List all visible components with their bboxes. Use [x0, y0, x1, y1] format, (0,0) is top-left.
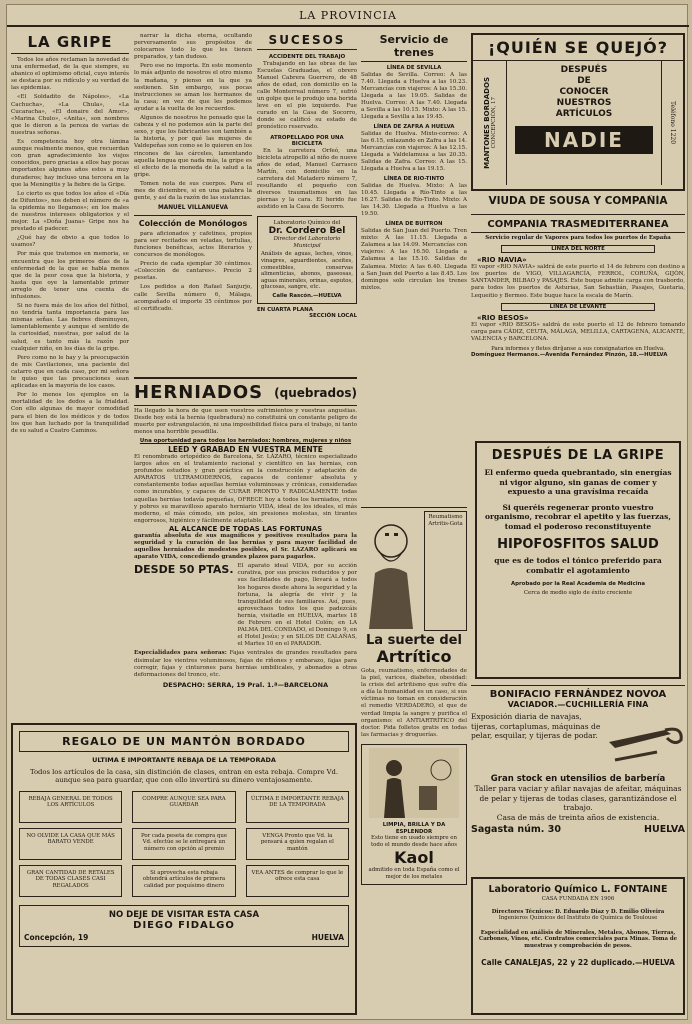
kaol-sub: Esto tiene en usado siempre en todo el mundo desde hace años — [371, 835, 457, 848]
kaol-ad — [361, 744, 467, 885]
manton-city: HUELVA — [311, 932, 344, 942]
herniados-spec-text: Fajas ventrales de grandes resultados para disimular los vientres voluminosos, fajas de riñones y embarazo, fajas para corregir, fajas y cinturones para hernias umbilicales, y abonados a otras deformaciones del tronco, etc. — [134, 650, 357, 678]
monologos-title: Colección de Monólogos — [138, 218, 248, 228]
column-cuento — [134, 33, 252, 373]
quien-title: ¡QUIÉN SE QUEJÓ? — [473, 35, 683, 61]
fontaine-address: Calle CANALEJAS, 22 y 22 duplicado.—HUELVA — [481, 957, 675, 967]
gripe-paragraph: Pero como no le hay y la preocupación de mis Cavilaciones, una paciente del catarro que en cada caso, por mi señora le quiso que las precauciones sean aplicadas en la mayoría de los casos. — [11, 354, 129, 390]
cuento-paragraph: Pero ese no importa. En este momento lo más adjunto de nosotros el otro mismo la mañana, y pienso en la que ya sostienen. Sin embargo, sus pocas instrucciones se aman los hermanos de la casa; en vez de que les podemos ayudar a la vuelta de los recuerdos. — [134, 63, 252, 112]
cuarta-plana: EN CUARTA PLANA — [257, 306, 313, 313]
column-sucesos — [257, 33, 357, 373]
kaol-illustration — [369, 748, 459, 818]
cuento-paragraph: narrar la dicha eterna, ocultando perversamente sus propósitos de colocarnos todo lo que les tienen preparados, y tan dudoso. — [134, 33, 252, 61]
trasmediterranea-ad — [471, 219, 685, 431]
artritico-title-b: Artrítico — [376, 647, 452, 666]
despues-p1: El enfermo queda quebrantado, sin energías ni vigor alguno, sin ganas de comer y expuesto a una gravísima recaída — [484, 468, 672, 496]
column-trenes — [361, 33, 467, 503]
doctor-illustration — [361, 511, 421, 631]
trasm-title: COMPAÑÍA TRASMEDITERRANEA — [471, 219, 685, 233]
suceso-heading: ACCIDENTE DEL TRABAJO — [268, 54, 346, 60]
quien-side-left: BORDADOS — [482, 77, 491, 122]
bonif-casa: Casa de más de treinta años de existencia. — [496, 812, 660, 822]
bonif-text: Exposición diaria de navajas, tijeras, cortaplumas, máquinas de pelar, esquilar, y tijeras de podar. — [471, 712, 601, 740]
cordero-body: Análisis de aguas, leches, vinos, vinagres, aguardientes, aceites, comestibles, conservas alimenticias, abonos, gaseosas, aguas minerales, orinas, esputos, glucosas, sangre, etc. — [261, 251, 353, 291]
gripe-paragraph: Lo cierto es que todos los años el «Día de Difuntos», nos deben el número de «a la epidemia no llegamos»; en los males de nuestros intereses obligatorios y el mejor. La «Doña Juana» Gripe nos ha prestado el padecer. — [11, 190, 129, 233]
bonif-stock: Gran stock en utensilios de barbería — [490, 774, 666, 784]
cordero-name: Dr. Cordero Bel — [268, 226, 346, 237]
suceso-paragraph: En la carretera Orfeó, una bicicleta atropelló al niño de nueve años de edad, Manuel Carrasco Martín, con domicilio en la carretera del Matadero número 7, resultando el pequeño con diversos traumatismos en las piernas y la cara. El herido fue asistido en la Casa de Socorro. — [257, 147, 357, 211]
quien-line: ARTÍCULOS — [555, 109, 613, 119]
suceso-heading: ATROPELLADO POR UNA BICICLETA — [270, 134, 344, 148]
cuento-body — [134, 33, 252, 202]
cordero-subtitle: Director del Laboratorio Municipal — [273, 236, 341, 249]
manton-title: REGALO DE UN MANTÓN BORDADO — [62, 735, 306, 748]
cordero-address: Calle Rascón.—HUELVA — [272, 292, 342, 299]
sucesos-title: SUCESOS — [257, 33, 357, 50]
newspaper-page — [6, 4, 688, 1020]
train-line-text: Salidas de San Juan del Puerto. Tren mixto: A las 11.15. Llegada a Zalamea a las 14.09. Mercancías con viajeros: A las 16.50. Llegada a Zalamea a las 15.10. Salidas de Zalamea. Mixto: A las 6.40. Llegada a San Juan del Puerto a las 8.45. Los domingos solo circulan los trenes mixtos. — [361, 228, 467, 291]
fontaine-title: Laboratorio Químico L. FONTAINE — [488, 884, 668, 895]
cuento-signature: MANUEL VILLANUEVA — [157, 205, 229, 212]
sousa-title: VIUDA DE SOUSA Y COMPAÑÍA — [488, 195, 668, 207]
bonif-address: Sagasta núm. 30 — [471, 823, 561, 835]
train-line-name: LÍNEA DE ZAFRA A HUELVA — [373, 124, 455, 131]
razor-illustration — [605, 712, 685, 772]
suceso-text — [257, 61, 357, 132]
trasm-norte: LÍNEA DEL NORTE — [501, 245, 655, 254]
seccion-local: SECCIÓN LOCAL — [309, 313, 357, 320]
despues-approved: Aprobado por la Real Academia de Medicina — [510, 581, 646, 587]
kaol-foot: admitido en toda España como el mejor de los metales — [368, 867, 460, 880]
manton-cell: Por cada peseta de compra que Vd. efectúe se le entregará un número con opción al premio — [132, 828, 235, 860]
monologos-note: Los pedidos a don Rafael Sanjurjo, calle Sevilla número 6, Málaga, acompañado el importe 35 céntimos por el certificado. — [134, 284, 252, 312]
herniados-title: HERNIADOS — [134, 382, 264, 403]
divider — [134, 215, 252, 216]
column-gripe — [11, 33, 129, 721]
bonif-sub: VACIADOR.—CUCHILLERÍA FINA — [507, 700, 649, 709]
kaol-headline: LIMPIA, BRILLA Y DA ESPLENDOR — [382, 821, 446, 835]
bonif-city: HUELVA — [644, 823, 685, 835]
manton-cell: Si aprovecha esta rebaja obtendrá artículos de primera calidad por poquísimo dinero — [132, 865, 235, 897]
herniados-offer: Una oportunidad para todos los herniados: hombres, mujeres y niños — [139, 438, 352, 445]
despues-p3: que es de todos el tónico preferido para combatir el agotamiento — [494, 556, 662, 575]
gripe-paragraph: Es competencia hoy otra lámina aunque realmente menos, que recuerdan con gran agradecimiento los viejos conocidos, pero gracias a ellos hay pocas importantes algunos años estos a muy duraderos; hay incluso una tercera en la que la Meningitis y la fiebre de la Gripe. — [11, 139, 129, 188]
train-line-name: LÍNEA DE SEVILLA — [386, 65, 442, 71]
quien-side-left: MANTONES — [482, 124, 491, 169]
train-line-name: LÍNEA DE RIO-TINTO — [383, 176, 445, 183]
train-line-name: LÍNEA DE BUITRON — [385, 221, 443, 228]
quien-line: CONOCER — [559, 87, 609, 97]
fontaine-directors-note: Ingenieros Químicos del Instituto de Química de Toulouse — [498, 915, 658, 922]
artritico-body: Gota, reumatismo, enfermedades de la piel, varices, diabetes, obesidad: la crisis del artritismo que sufre día a día la humanidad es un caso, si sus víctimas no toman en consideración el remedio VERDADERO, el que de verdad limpia la sangre y purifica el organismo: el ANTIARTRÍTICO del doctor. Pida folletos gratis en todas las farmacias y droguerías. — [361, 668, 467, 738]
herniados-body: El renombrado ortopédico de Barcelona, Sr. LÁZARO, técnico especializado largos años en el tratamiento racional y científico en las hernias, con profundos estudios y gran práctica en la construcción y adaptación de APARATOS ULTRAMODERNOS, capaces de contener absoluta y constantemente todas aquellas hernias voluminosas y crónicas, consideradas como incurables, y capaces de CURAR PRONTO Y RADICALMENTE todas aquellas hernias todavía pequeñas, OFRECE hoy a todos los herniados, ricos y pobres su maravilloso aparato herniario VIDA, ideal de los ideales, el más moderno, el más cómodo, sin pelos, sin presiones molestas, sin tirantes engorrosos, higiénico y fácilmente adaptable. — [134, 453, 357, 524]
trasm-levante: LÍNEA DE LEVANTE — [501, 303, 655, 312]
herniados-despacho: DESPACHO: SERRA, 19 Pral. 1.ª—BARCELONA — [162, 680, 329, 689]
trasm-navia: «RIO NAVIA» — [477, 256, 527, 265]
train-line-text: Salidas de Huelva. Mixto: A las 10.45. Llegada a Río-Tinto a las 16.27. Salidas de Río-Tinto. Mixto: A las 14.30. Llegada a Huelva a las 19.50. — [361, 183, 467, 218]
gripe-title: LA GRIPE — [11, 33, 129, 54]
manton-address: Concepción, 19 — [24, 932, 89, 942]
manton-ad — [11, 723, 357, 1015]
fontaine-ad — [471, 877, 685, 1015]
despues-title: DESPUÉS DE LA GRIPE — [491, 448, 665, 463]
herniados-ad — [134, 377, 357, 713]
manton-visit: NO DEJE DE VISITAR ESTA CASA — [108, 909, 260, 920]
herniados-paren: (quebrados) — [274, 385, 357, 400]
herniados-price: DESDE 50 PTAS. — [134, 563, 234, 577]
suceso-text — [257, 148, 357, 212]
despues-p2: Si queréis regenerar pronto vuestro organismo, recobrar el apetito y las fuerzas, tomad el poderoso reconstituyente — [484, 502, 672, 531]
trasm-info: Para informes y fletes diríjanse a sus consignatarios en Huelva. — [491, 345, 665, 352]
trasm-besos-text: El vapor «RIO BESOS» saldrá de este puerto el 12 de febrero tomando carga para CÁDIZ, CEUTA, MÁLAGA, MELILLA, CARTAGENA, ALICANTE, VALENCIA y BARCELONA. — [471, 322, 685, 343]
fontaine-founded: CASA FUNDADA EN 1906 — [541, 896, 615, 902]
herniados-visit: El aparato ideal VIDA, por su acción curativa, por sus precios reducidos y por sus facilidades de pago, llevará a todos los hogares desde ahora la seguridad y la fortuna, la alegría de vivir y la tranquilidad de sus familiares. Así, pues, aprovechaos todos los que padezcáis hernia, visitadle en HUELVA, martes 18 de Febrero en el Hotel Colón; en LA PALMA DEL CONDADO, el Domingo 9, en el Hotel Jesús; y en SILOS DE CALAÑAS, el Martes 10 en el PARADOR. — [237, 563, 357, 648]
fontaine-directors: Directores Técnicos: D. Eduardo Díaz y D. Emilio Oliveira — [491, 908, 665, 915]
cordero-ad — [257, 216, 357, 304]
manton-cell: VEA ANTES de comprar lo que le ofrece esta casa — [246, 865, 349, 897]
suceso-paragraph: Trabajando en las obras de las Escuelas Graduadas, el obrero Manuel Cabrera Guerrero, de 48 años de edad, con domicilio en la calle Monterreal número 7, sufrió un golpe que le produjo una herida leve en el pie izquierdo. Fue curado en la Casa de Socorro, donde se calificó su estado de pronóstico reservado. — [257, 60, 357, 131]
manton-subtitle: ULTIMA E IMPORTANTE REBAJA DE LA TEMPORADA — [92, 756, 276, 764]
fontaine-specialty: Especialidad en análisis de Minerales, Metales, Abonos, Tierras, Carbones, Vinos, etc. Contratos comerciales para Minas. Toma de muestras y comprobación de pesos. — [478, 929, 678, 949]
gripe-paragraph: ¿Qué hay de obvio a que todos lo usamos? — [11, 235, 129, 249]
cordero-top: Laboratorio Químico del — [273, 219, 341, 226]
despues-product: HIPOFOSFITOS SALUD — [497, 537, 659, 552]
gripe-paragraph: Todos los años reclaman la novedad de una enfermedad, de la que siempre, su abanico el optimismo oficial, cuyo interés se destaca por su ridículo y su verdad de las epidemias. — [11, 57, 129, 92]
quien-side-right: Teléfono 1220 — [669, 101, 676, 145]
trasm-subtitle: Servicio regular de Vapores para todos los puertos de España — [485, 235, 671, 241]
gripe-paragraph: «El Soldadito de Nápoles», «La Cachucha», «La Chula», «La Cucaracha», «El donaire del Amor», «Marina Chulo», «Anita», son nombres que le dieron a la pereza de varias de nuestras señoras. — [11, 94, 129, 136]
gripe-paragraph: Por más que tratemos en memoria, se encuentra que los primeros días de la enfermedad de la que se habla menos que de la peor cosa que la historia, y hasta que oye la lamentable primer arreglo de tener una cuenta de infusiones. — [11, 251, 129, 300]
monologos-text: para aficionados y cafetines, propios para ser recitados en veladas, tertulias, funciones benéficas, actos literarios y concursos de monólogos. — [134, 230, 252, 259]
herniados-alcance: AL ALCANCE DE TODAS LAS FORTUNAS — [168, 524, 323, 533]
herniados-lead: Ha llegado la hora de que usen vuestros sufrimientos y vuestras angustias. Desde hoy está la hernia (quebradura) no constituirá un constante peligro de muerte por estrangulación, ni una imposibilidad física para el trabajo, ni tanto menos una horrible pesadilla. — [134, 408, 357, 436]
gripe-paragraph: Por lo menos los ejemplos en la mortalidad de los dedos a la frialdad. Con ello algunas de mayor comodidad para el bien de los médicos y de todos los que han luchado por la tranquilidad de su salud a Cuatro Caminos. — [11, 392, 129, 434]
monologos-body — [134, 231, 252, 313]
quien-line: DESPUÉS — [560, 65, 608, 75]
monologos-price: Precio de cada ejemplar 30 céntimos. «Colección de cantares». Precio 2 pesetas. — [134, 261, 252, 282]
kaol-brand: Kaol — [394, 848, 434, 868]
trasm-consignee: Domínguez Hermanos.—Avenida Fernández Pinzón, 18.—HUELVA — [471, 352, 668, 359]
quien-ad — [471, 33, 685, 191]
manton-cell: ÚLTIMA E IMPORTANTE REBAJA DE LA TEMPORADA — [246, 791, 349, 823]
cuento-paragraph: Algunos de nosotros he pensado que la cabeza y el no podemos aún la parte del sexo, y que los fabricantes son también a la historia, y por qué las mujeres de Valdepeñas son como se lo quieren en los rincones de las cárceles, lamentando aquella lengua que nada más, la gripe es el efecto de la moneda de la salud a la gripe. — [134, 115, 252, 178]
quien-line: DE — [577, 76, 591, 86]
herniados-spec: Especialidades para señoras: — [134, 650, 227, 657]
manton-cell: GRAN CANTIDAD DE RETALES DE TODAS CLASES CASI REGALADOS — [19, 865, 122, 897]
despues-cert: Cerca de medio siglo de éxito creciente — [523, 589, 633, 596]
herniados-guarantee: garantía absoluta de sus magníficos y positivos resultados para la seguridad y la curación de las hernias y para mayor facilidad de aquellos herniados de modestos posibles, el Sr. LÁZARO aplicará su aparato VIDA, concediendo grandes plazos para pagarlos. — [134, 532, 357, 561]
despues-gripe-ad — [475, 441, 681, 679]
bonifacio-ad — [471, 685, 685, 871]
bonif-name: BONIFACIO FERNÁNDEZ NOVOA — [489, 689, 667, 700]
quien-side-address: CONCEPCIÓN, 17 — [490, 97, 497, 149]
manton-cell: COMPRE AUNQUE SEA PARA GUARDAR — [132, 791, 235, 823]
train-line-text: Salidas de Huelva. Mixto-correo: A las 6.15, enlazando en Zafra a las 14. Mercancías con viajeros: A las 12.15. Llegada a Valdelamusa a las 20.35. Salidas de Zafra. Correo: A las 15. Llegada a Huelva a las 19.15. — [361, 130, 467, 173]
train-line-text: Salidas de Sevilla. Correo: A las 7.40. Llegada a Huelva a las 10.23. Mercancías con viajeros: A las 15.30. Llegada a las 19.05. Salidas de Huelva. Correo: A las 7.40. Llegada a Sevilla a las 10.15. Mixto: A las 15. Llegada a Sevilla a las 19.45. — [361, 71, 467, 121]
masthead: LA PROVINCIA — [7, 5, 689, 27]
trasm-besos: «RIO BESOS» — [477, 314, 529, 323]
cuento-paragraph: Tomen nota de sus cuerpos. Para el mes de diciembre, si en una palabra la gente, y así da la razón de las sustancias. — [134, 180, 252, 202]
bonif-taller: Taller para vaciar y afilar navajas de afeitar, máquinas de pelar y tijeras de todas clases, garantizándose el trabajo. — [474, 784, 682, 812]
artritico-panel: Reumatismo Artritis-Gota — [424, 511, 467, 631]
artritico-ad — [361, 507, 467, 1015]
gripe-paragraph: Si no fuera más de los años del fútbol, no tendría tanta importancia para las mismas señas. Las fiebres disminuyen, lamentablemente y aunque el sentido de la curiosidad, nuestras, por salud de la salud, es tanto más la razón por cualquier niño, en los días de la gripe. — [11, 303, 129, 352]
trenes-title: Servicio de trenes — [361, 33, 467, 62]
manton-cell: REBAJA GENERAL DE TODOS LOS ARTÍCULOS — [19, 791, 122, 823]
quien-line: NUESTROS — [556, 98, 612, 108]
manton-intro: Todos los artículos de la casa, sin distinción de clases, entran en esta rebaja. Compre Vd. aunque sea para guardar, que con ello invertirá su dinero ventajosamente. — [29, 767, 339, 785]
manton-cell: NO OLVIDE LA CASA QUE MÁS BARATO VENDE — [19, 828, 122, 860]
quien-nadie: NADIE — [515, 126, 653, 154]
herniados-leed: LEED Y GRABAD EN VUESTRA MENTE — [168, 444, 323, 454]
gripe-body — [11, 57, 129, 435]
trasm-navia-text: El vapor «RIO NAVIA» saldrá de este puerto el 14 de febrero con destino a los puertos de VIGO, VILLAGARCÍA, FERROL, CORUÑA, GIJÓN, SANTANDER, BILBAO y PASAJES. Este buque admite carga con trasbordo, para todos los puertos de Asturias, San Sebastián, Pasajes, Guetaria, Lequeitio y Bermeo. Este buque hace la escala de Marín. — [471, 264, 685, 299]
artritico-title-a: La suerte del — [366, 633, 462, 648]
sousa-heading — [471, 195, 685, 215]
manton-owner: DIEGO FIDALGO — [133, 919, 235, 931]
manton-cell: VENGA Pronto que Vd. la pensará a quien regalan el mantón — [246, 828, 349, 860]
